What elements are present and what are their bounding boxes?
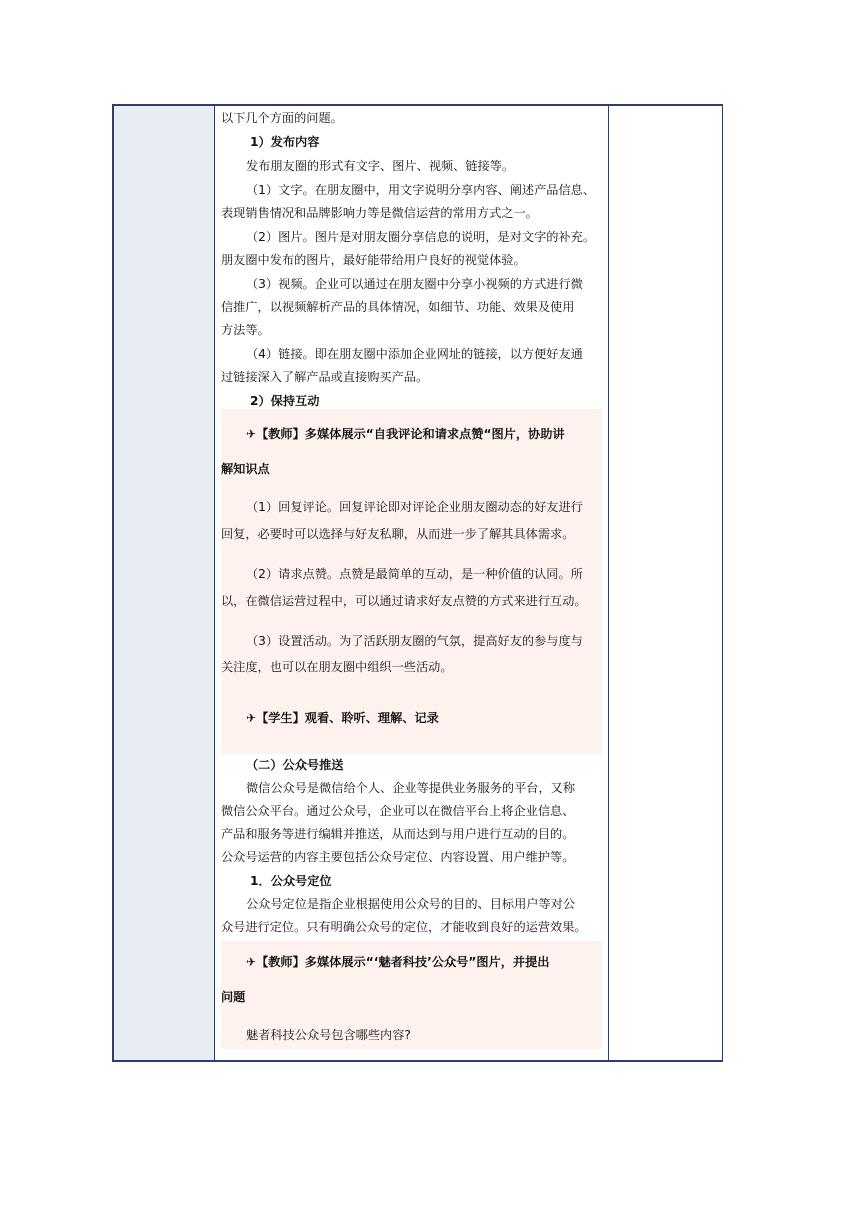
teacher-instruction	[246, 426, 565, 442]
teacher-instruction-text: 【教师】多媒体展示“自我评论和请求点赞“图片，协助讲	[256, 427, 565, 441]
left-column	[114, 106, 215, 1060]
airplane-icon: ✈	[246, 427, 257, 441]
text-line: 解知识点	[221, 462, 270, 476]
text-line: （2）请求点赞。点赞是最简单的互动，是一种价值的认同。所	[246, 567, 583, 581]
text-line: 公众号运营的内容主要包括公众号定位、内容设置、用户维护等。	[221, 850, 575, 864]
text-line: 关注度，也可以在朋友圈中组织一些活动。	[221, 660, 453, 674]
text-line: 朋友圈中发布的图片，最好能带给用户良好的视觉体验。	[221, 253, 526, 267]
teacher-instruction-text: 【教师】多媒体展示“‘魅者科技’公众号”图片，并提出	[256, 955, 550, 969]
text-line: 以，在微信运营过程中，可以通过请求好友点赞的方式来进行互动。	[221, 594, 587, 608]
text-line: 公众号定位是指企业根据使用公众号的目的、目标用户等对公	[246, 897, 576, 911]
text-line: 信推广，以视频解析产品的具体情况，如细节、功能、效果及使用	[221, 300, 575, 314]
text-line: 方法等。	[221, 323, 270, 337]
subheading: 2）保持互动	[250, 394, 320, 408]
subheading: 1）发布内容	[250, 135, 320, 149]
text-line: （2）图片。图片是对朋友圈分享信息的说明，是对文字的补充。	[246, 230, 596, 244]
text-line: （1）文字。在朋友圈中，用文字说明分享内容、阐述产品信息、	[246, 183, 596, 197]
student-activity	[246, 710, 439, 726]
text-line: 问题	[221, 990, 246, 1004]
text-line: 以下几个方面的问题。	[221, 111, 343, 125]
text-line: 回复，必要时可以选择与好友私聊，从而进一步了解其具体需求。	[221, 527, 575, 541]
student-activity-text: 【学生】观看、聆听、理解、记录	[256, 711, 439, 725]
lesson-table	[112, 104, 723, 1062]
subheading: 1．公众号定位	[250, 874, 332, 888]
text-line: （3）设置活动。为了活跃朋友圈的气氛，提高好友的参与度与	[246, 634, 583, 648]
text-line: 过链接深入了解产品或直接购买产品。	[221, 370, 429, 384]
right-column	[608, 106, 722, 1060]
text-line: 表现销售情况和品牌影响力等是微信运营的常用方式之一。	[221, 206, 538, 220]
text-line: （3）视频。企业可以通过在朋友圈中分享小视频的方式进行微	[246, 277, 583, 291]
text-line: 微信公众平台。通过公众号，企业可以在微信平台上将企业信息、	[221, 804, 575, 818]
text-line: 发布朋友圈的形式有文字、图片、视频、链接等。	[246, 159, 515, 173]
airplane-icon: ✈	[246, 955, 257, 969]
text-line: （1）回复评论。回复评论即对评论企业朋友圈动态的好友进行	[246, 500, 583, 514]
text-line: 微信公众号是微信给个人、企业等提供业务服务的平台，又称	[246, 781, 576, 795]
airplane-icon: ✈	[246, 711, 257, 725]
text-line: （4）链接。即在朋友圈中添加企业网址的链接，以方便好友通	[246, 347, 583, 361]
section-heading: （二）公众号推送	[246, 758, 344, 772]
content-column	[215, 106, 608, 1060]
text-line: 众号进行定位。只有明确公众号的定位，才能收到良好的运营效果。	[221, 920, 587, 934]
question-text: 魅者科技公众号包含哪些内容?	[246, 1028, 411, 1042]
text-line: 产品和服务等进行编辑并推送，从而达到与用户进行互动的目的。	[221, 827, 575, 841]
teacher-instruction	[246, 954, 549, 970]
